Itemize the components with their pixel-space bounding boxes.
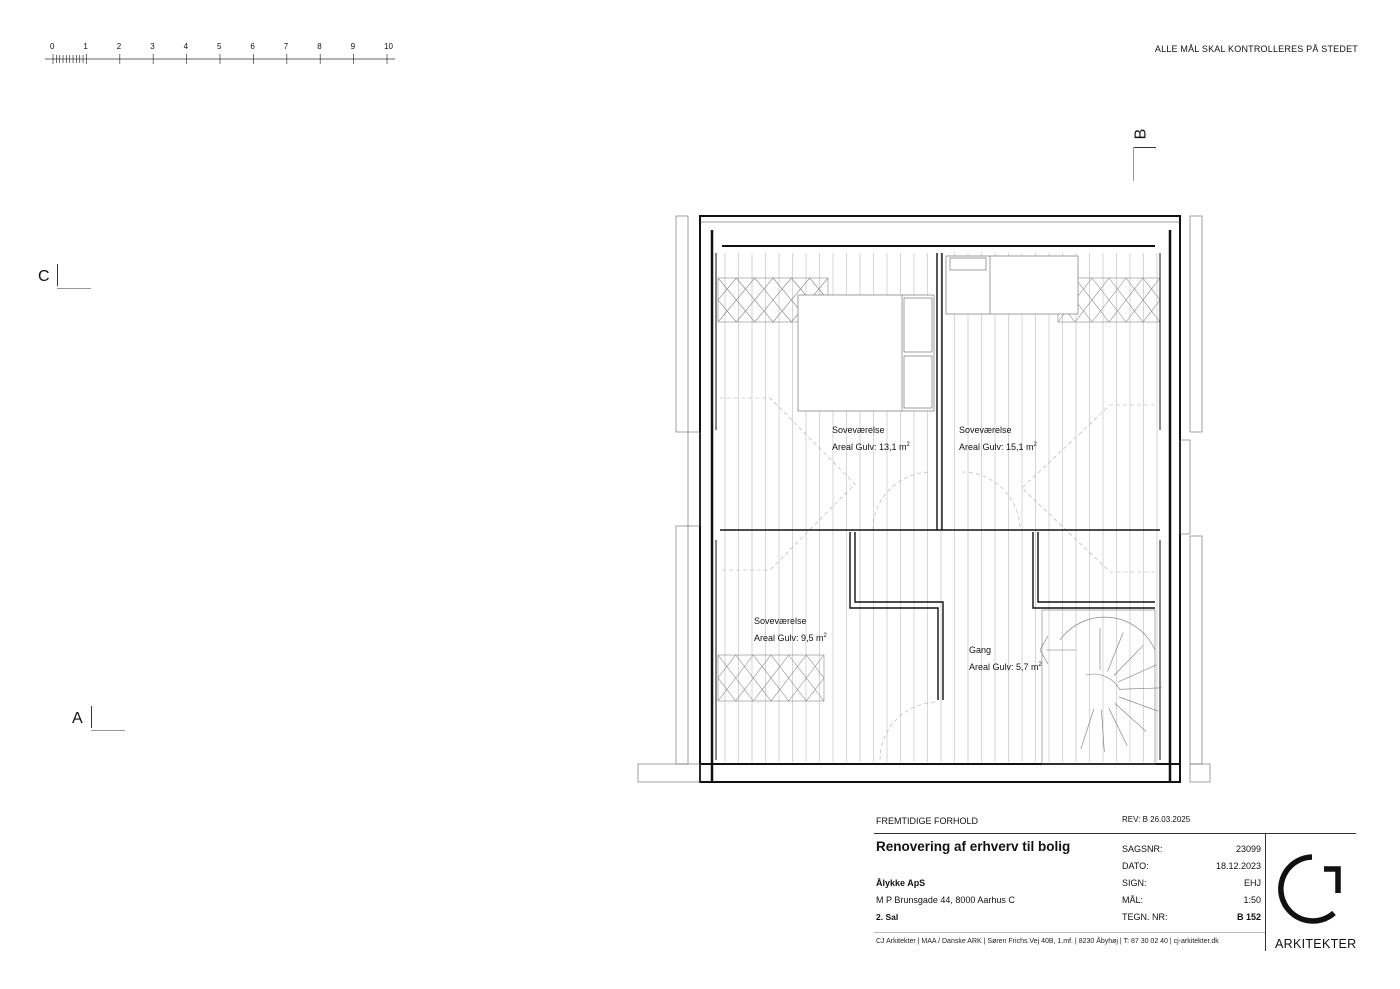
roof-window-glazing: [718, 655, 824, 701]
office-footer: CJ Arkitekter | MAA / Danske ARK | Søren Frichs Vej 40B, 1.mf. | 8230 Åbyhøj | T: 87 30 02 40 | cj-arkitekter.dk: [876, 938, 1219, 945]
scale-label: 0: [50, 42, 55, 51]
field-label: DATO:: [1122, 861, 1149, 871]
section-tick-b: [1133, 147, 1134, 181]
project-title: Renovering af erhverv til bolig: [876, 839, 1071, 854]
site-check-note: ALLE MÅL SKAL KONTROLLERES PÅ STEDET: [1154, 44, 1358, 54]
room-label-bedroom-3: [754, 614, 827, 646]
beds: [798, 256, 1078, 411]
room-label-bedroom-2: [959, 423, 1037, 455]
field-value: 18.12.2023: [1215, 861, 1261, 871]
project-address: M P Brunsgade 44, 8000 Aarhus C: [876, 895, 1015, 905]
scale-label: 6: [250, 42, 255, 51]
room-label-bedroom-1: [832, 423, 910, 455]
section-marker-a: A: [72, 710, 83, 727]
scale-bar-graphic: [40, 50, 400, 70]
field-value: B 152: [1236, 912, 1261, 922]
stair-tread: [1114, 645, 1143, 675]
floor-plan: [630, 205, 1220, 795]
section-marker-b: B: [1132, 128, 1150, 140]
logo-text: ARKITEKTER: [1275, 937, 1357, 951]
field-label: MÅL:: [1122, 895, 1144, 905]
stair-tread: [1115, 703, 1146, 731]
status-label: FREMTIDIGE FORHOLD: [876, 816, 979, 826]
room-name: Gang: [969, 645, 992, 655]
scale-label: 1: [83, 42, 88, 51]
section-line-c: [57, 288, 91, 289]
room-area: Areal Gulv: 15,1 $m^2$: [959, 442, 1037, 452]
scale-label: 8: [317, 42, 322, 51]
field-value: EHJ: [1243, 878, 1261, 888]
room-name: Soveværelse: [959, 425, 1012, 435]
field-label: SAGSNR:: [1122, 844, 1163, 854]
room-area: Areal Gulv: 13,1 $m^2$: [832, 442, 910, 452]
scale-label: 5: [217, 42, 222, 51]
revision-label: REV: B 26.03.2025: [1122, 815, 1191, 824]
room-area: Areal Gulv: 5,7 $m^2$: [969, 662, 1042, 672]
floor-label: 2. Sal: [876, 912, 899, 922]
scale-label: 9: [350, 42, 356, 51]
stair-tread: [1118, 665, 1156, 682]
stair-tread: [1119, 697, 1158, 711]
stair-tread: [1109, 708, 1127, 746]
room-name: Soveværelse: [754, 616, 807, 626]
room-name: Soveværelse: [832, 425, 885, 435]
scale-label: 7: [283, 42, 289, 51]
scale-label: 10: [384, 42, 393, 51]
section-marker-c: C: [38, 268, 50, 285]
field-label: SIGN:: [1122, 878, 1147, 888]
client-name: Ålykke ApS: [876, 878, 926, 888]
stair-tread: [1081, 709, 1094, 749]
room-label-hall: [969, 643, 1042, 675]
field-value: 23099: [1235, 844, 1261, 854]
logo-divider: [1265, 833, 1266, 951]
room-area: Areal Gulv: 9,5 $m^2$: [754, 633, 827, 643]
scale-label: 2: [116, 42, 122, 51]
section-tick-a: [91, 706, 92, 728]
section-line-a: [91, 730, 125, 731]
section-tick-c: [57, 264, 58, 286]
stair-tread: [1120, 688, 1162, 689]
field-label: TEGN. NR:: [1122, 912, 1168, 922]
field-value: 1:50: [1243, 895, 1261, 905]
stair-tread: [1107, 633, 1123, 672]
scale-label: 3: [150, 42, 155, 51]
scale-label: 4: [183, 42, 189, 51]
title-block-divider: [874, 833, 1356, 834]
cj-logo-icon: [1272, 849, 1352, 929]
footer-divider: [874, 932, 1265, 933]
section-line-b: [1134, 147, 1156, 148]
